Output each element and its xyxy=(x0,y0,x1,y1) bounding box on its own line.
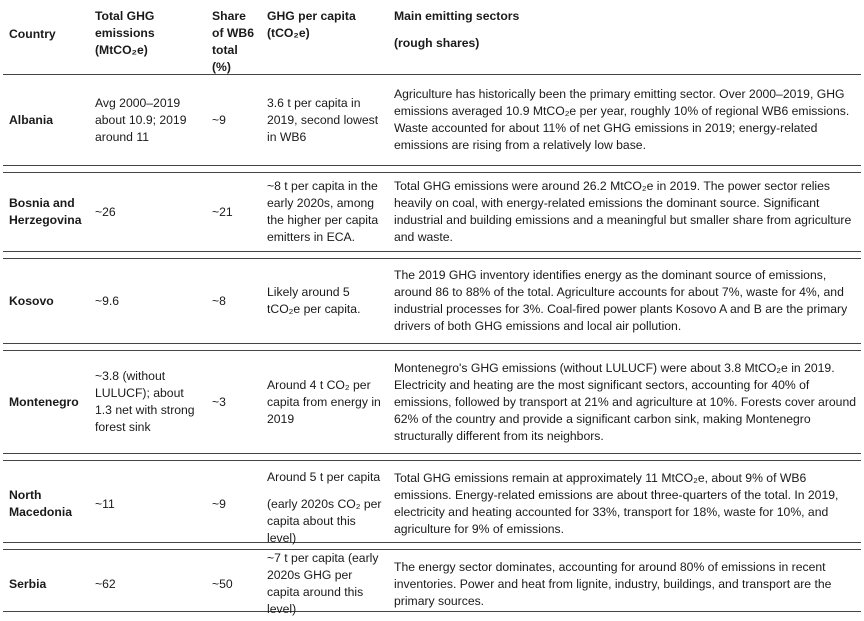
table-row xyxy=(3,172,861,252)
header-total-ghg: Total GHG emissions (MtCO₂e) xyxy=(95,9,155,57)
per-capita-cell: 3.6 t per capita in 2019, second lowest in WB6 xyxy=(267,95,379,144)
sectors-cell: Total GHG emissions were around 26.2 MtCO₂e in 2019. The power sector relies heavily on coal, with energy-related emissions the dominant source. Significant industrial and building emissions and a meaningful but smaller share from agriculture and waste. xyxy=(394,179,852,244)
sectors-cell: Total GHG emissions remain at approximately 11 MtCO₂e, about 9% of WB6 emissions. Energy-related emissions are about three-quarters of the total. In 2019, electricity and heating accounted for 33%, transport for 18%, waste for 10%, and agriculture for 9% of emissions. xyxy=(394,471,839,536)
country-cell: North Macedonia xyxy=(9,488,72,519)
sectors-cell: The 2019 GHG inventory identifies energy as the dominant source of emissions, around 86 to 88% of the total. Agriculture accounts for about 7%, waste for 4%, and industrial processes for 3%. Coal-fired power plants Kosovo A and B are the primary drivers of both GHG emissions and local air pollution. xyxy=(394,268,848,333)
total-cell: ~3.8 (without LULUCF); about 1.3 net with strong forest sink xyxy=(95,369,195,434)
table-row xyxy=(3,75,861,166)
per-capita-pair xyxy=(267,469,385,547)
country-cell: Serbia xyxy=(9,576,47,591)
total-cell: Avg 2000–2019 about 10.9; 2019 around 11 xyxy=(95,95,187,144)
header-per-capita: GHG per capita (tCO₂e) xyxy=(267,9,356,40)
header-country: Country xyxy=(9,27,56,41)
country-cell: Kosovo xyxy=(9,293,54,308)
table-header-row xyxy=(3,0,861,75)
country-cell: Albania xyxy=(9,112,54,127)
total-cell: ~26 xyxy=(95,204,116,219)
table-row xyxy=(3,258,861,344)
table-row xyxy=(3,549,861,616)
per-capita-cell: ~8 t per capita in the early 2020s, among the higher per capita emitters in ECA. xyxy=(267,179,379,244)
per-capita-cell: Likely around 5 tCO₂e per capita. xyxy=(267,285,361,316)
share-cell: ~3 xyxy=(212,394,226,409)
per-capita-cell: ~7 t per capita (early 2020s GHG per capita around this level) xyxy=(267,551,379,616)
share-cell: ~9 xyxy=(212,496,226,511)
emissions-table xyxy=(3,0,861,616)
per-capita-cell: Around 4 t CO₂ per capita from energy in 2019 xyxy=(267,377,381,426)
share-cell: ~21 xyxy=(212,204,233,219)
per-capita-gap xyxy=(267,486,385,496)
per-capita-cell xyxy=(261,461,388,547)
country-cell: Bosnia and Herzegovina xyxy=(9,196,82,227)
sectors-cell: Montenegro's GHG emissions (without LULUCF) were about 3.8 MtCO₂e in 2019. Electricity and heating are the most significant sectors, accounting for 40% of emissions, followed by transport at 21% and agriculture at 10%. Forests cover around 62% of the country and provide a significant carbon sink, making Montenegro structurally different from its neighbors. xyxy=(394,360,857,443)
table-row xyxy=(3,460,861,543)
total-cell: ~9.6 xyxy=(95,293,120,308)
per-capita-main: Around 5 t per capita xyxy=(267,470,381,484)
header-sectors-subtitle: (rough shares) xyxy=(394,36,480,50)
header-sectors xyxy=(388,0,861,76)
per-capita-note: (early 2020s CO₂ per capita about this level) xyxy=(267,497,382,545)
total-cell: ~62 xyxy=(95,576,116,591)
header-share: Share of WB6 total (%) xyxy=(212,9,254,74)
share-cell: ~8 xyxy=(212,293,226,308)
header-sectors-title: Main emitting sectors xyxy=(394,9,520,23)
share-cell: ~9 xyxy=(212,112,226,127)
sectors-cell: The energy sector dominates, accounting for around 80% of emissions in recent inventories. Power and heat from lignite, industry, buildings, and transport are the primary sources. xyxy=(394,559,832,608)
country-cell: Montenegro xyxy=(9,394,79,409)
share-cell: ~50 xyxy=(212,576,233,591)
sectors-cell: Agriculture has historically been the primary emitting sector. Over 2000–2019, GHG emissions averaged 10.9 MtCO₂e per year, roughly 10% of regional WB6 emissions. Waste accounted for about 11% of net GHG emissions in 2019; energy-related emissions are rising from a relatively low base. xyxy=(394,87,850,152)
table-row xyxy=(3,350,861,454)
total-cell: ~11 xyxy=(95,496,115,511)
